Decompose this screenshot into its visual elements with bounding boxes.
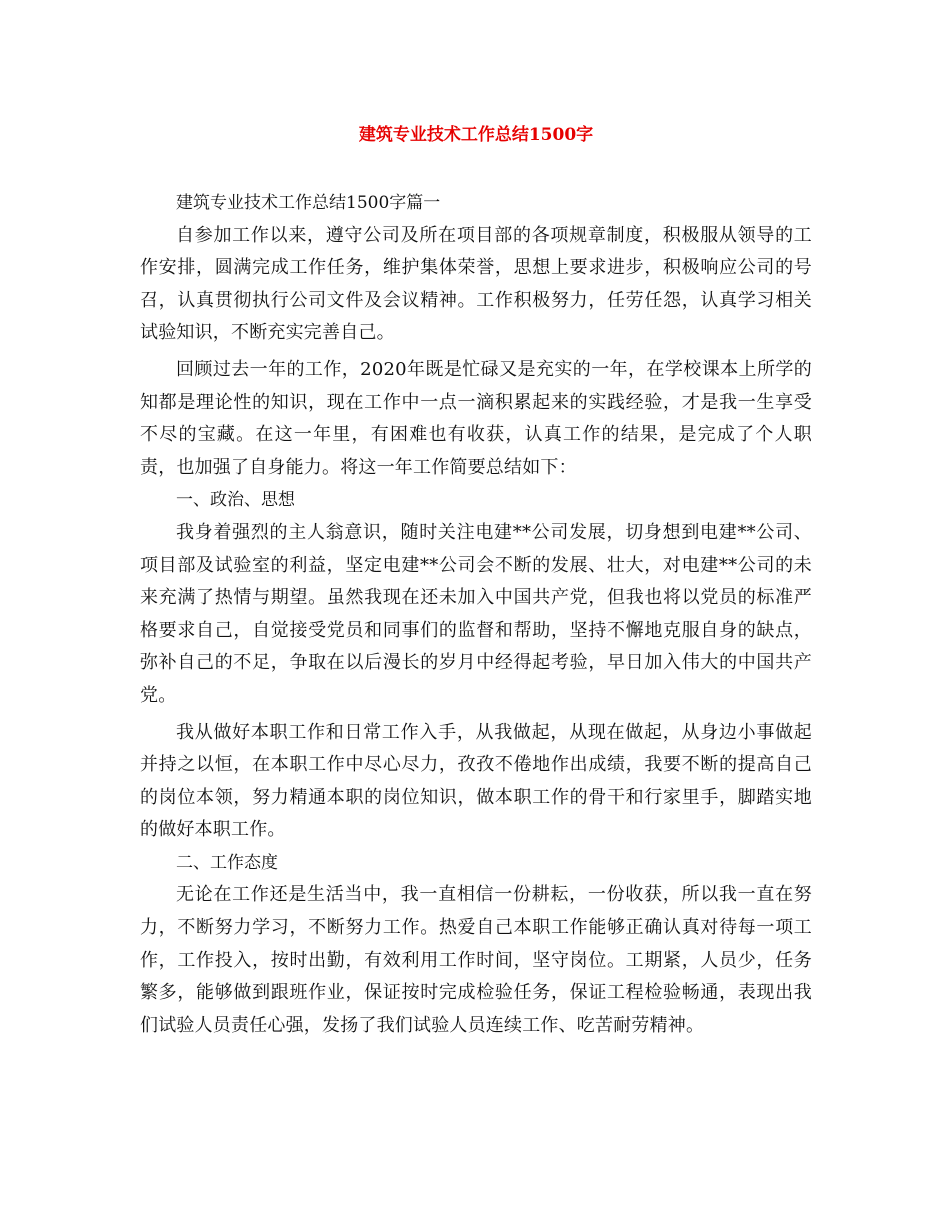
section-heading-politics: 一、政治、思想 [176, 490, 295, 511]
document-page [140, 118, 812, 1042]
document-title: 建筑专业技术工作总结1500字 [358, 125, 594, 145]
paragraph-duty: 我从做好本职工作和日常工作入手，从我做起，从现在做起，从身边小事做起并持之以恒，在本职工作中尽心尽力，孜孜不倦地作出成绩，我要不断的提高自己的岗位本领，努力精通本职的岗位知识，做本职工作的骨干和行家里手，脚踏实地的做好本职工作。 [140, 721, 812, 841]
paragraph-politics: 我身着强烈的主人翁意识，随时关注电建**公司发展，切身想到电建**公司、项目部及试验室的利益，坚定电建**公司会不断的发展、壮大，对电建**公司的未来充满了热情与期望。虽然我现在还未加入中国共产党，但我也将以党员的标准严格要求自己，自觉接受党员和同事们的监督和帮助，坚持不懈地克服自身的缺点，弥补自己的不足，争取在以后漫长的岁月中经得起考验，早日加入伟大的中国共产党。 [140, 521, 812, 706]
paragraph-review: 回顾过去一年的工作，2020年既是忙碌又是充实的一年，在学校课本上所学的知都是理论性的知识，现在工作中一点一滴积累起来的实践经验，才是我一生享受不尽的宝藏。在这一年里，有困难也有收获，认真工作的结果，是完成了个人职责，也加强了自身能力。将这一年工作简要总结如下： [140, 358, 812, 478]
section-heading-attitude: 二、工作态度 [176, 852, 278, 873]
paragraph-attitude: 无论在工作还是生活当中，我一直相信一份耕耘，一份收获，所以我一直在努力，不断努力学习，不断努力工作。热爱自己本职工作能够正确认真对待每一项工作，工作投入，按时出勤，有效利用工作时间，坚守岗位。工期紧，人员少，任务繁多，能够做到跟班作业，保证按时完成检验任务，保证工程检验畅通，表现出我们试验人员责任心强，发扬了我们试验人员连续工作、吃苦耐劳精神。 [140, 884, 812, 1036]
document-subtitle: 建筑专业技术工作总结1500字篇一 [176, 193, 441, 213]
paragraph-intro: 自参加工作以来，遵守公司及所在项目部的各项规章制度，积极服从领导的工作安排，圆满完成工作任务，维护集体荣誉，思想上要求进步，积极响应公司的号召，认真贯彻执行公司文件及会议精神。工作积极努力，任劳任怨，认真学习相关试验知识，不断充实完善自己。 [140, 224, 812, 344]
